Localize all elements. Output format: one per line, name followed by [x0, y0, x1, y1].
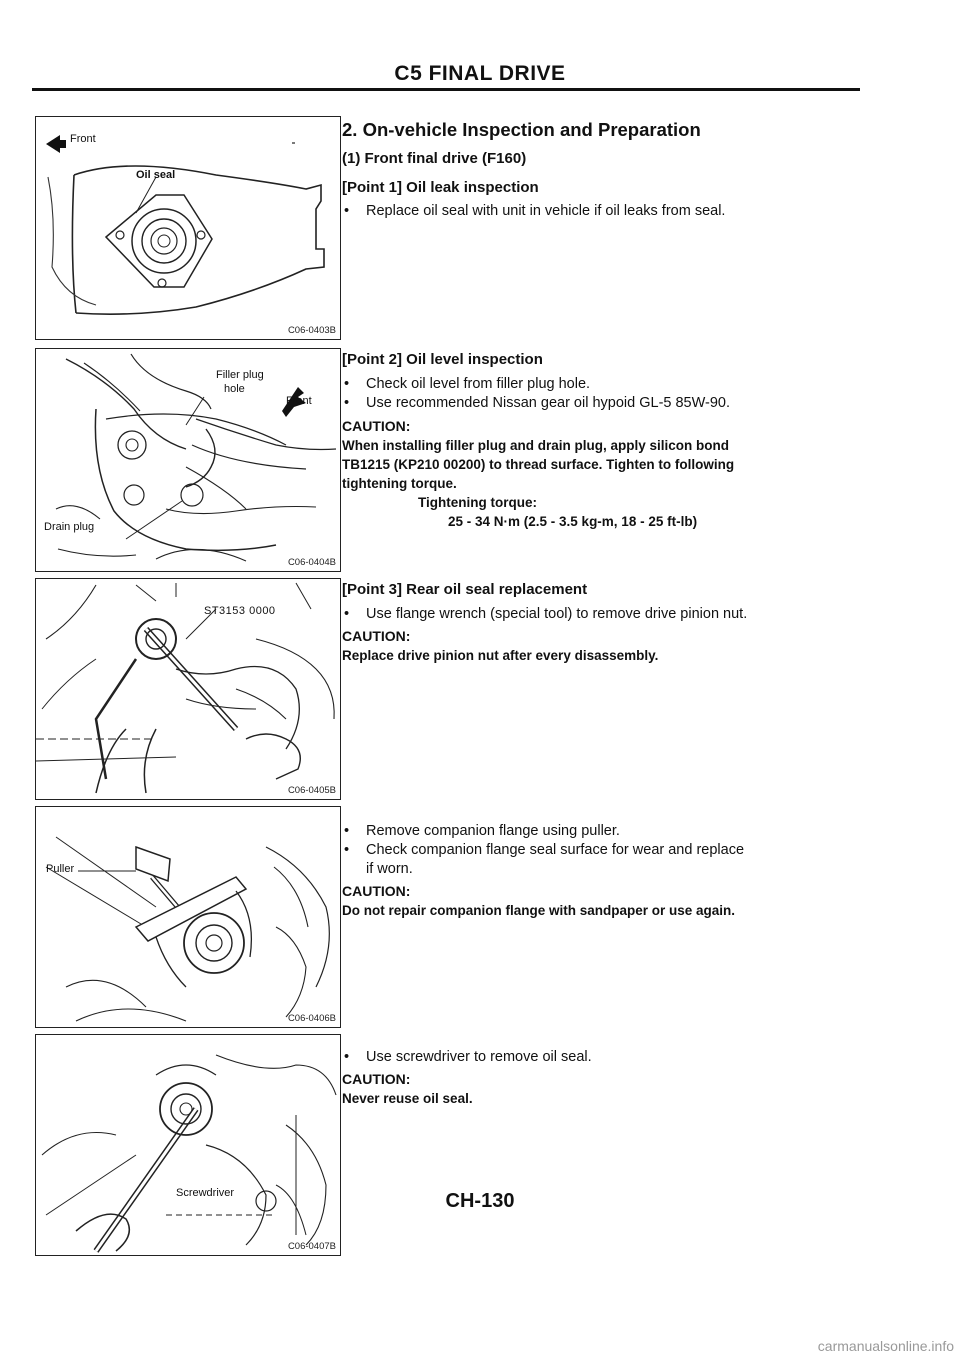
caution-label: CAUTION:	[342, 628, 411, 644]
torque-value: 25 - 34 N·m (2.5 - 3.5 kg-m, 18 - 25 ft-lb)	[448, 514, 698, 529]
screwdriver-illustration	[36, 1035, 342, 1257]
oil-seal-label: Oil seal	[136, 169, 176, 181]
point2-bullet: • Check oil level from filler plug hole.	[342, 375, 862, 394]
caution-text: Never reuse oil seal.	[342, 1091, 473, 1106]
caution-text: Do not repair companion flange with sandpaper or use again.	[342, 903, 736, 918]
figure-puller	[35, 806, 341, 1028]
point1-bullet: • Replace oil seal with unit in vehicle if oil leaks from seal.	[342, 202, 862, 221]
caution-label: CAUTION:	[342, 418, 411, 434]
filler-plug-label: Filler plug	[216, 369, 264, 381]
caution-line: TB1215 (KP210 00200) to thread surface. Tighten to following	[342, 457, 735, 472]
caution-label: CAUTION:	[342, 883, 411, 899]
figure-flange-wrench	[35, 578, 341, 800]
tool-number-label: ST3153 0000	[204, 605, 276, 617]
puller-label: Puller	[46, 863, 75, 875]
section-inspection	[342, 120, 862, 221]
figure-code: C06-0407B	[287, 1241, 336, 1252]
figure-code: C06-0403B	[287, 325, 336, 336]
filler-plug-illustration	[36, 349, 342, 573]
section-point3	[342, 580, 862, 665]
point3-heading: [Point 3] Rear oil seal replacement	[342, 581, 588, 598]
caution-label: CAUTION:	[342, 1071, 411, 1087]
caution-line: When installing filler plug and drain plug, apply silicon bond	[342, 438, 730, 453]
footer-watermark: carmanualsonline.info	[817, 1338, 954, 1354]
header-rule	[32, 88, 860, 91]
section-flange	[342, 822, 862, 920]
puller-bar	[136, 877, 246, 941]
seal-bullet: • Use screwdriver to remove oil seal.	[342, 1048, 862, 1067]
point3-bullet: • Use flange wrench (special tool) to remove drive pinion nut.	[342, 605, 862, 624]
point2-bullet: • Use recommended Nissan gear oil hypoid GL-5 85W-90.	[342, 394, 862, 413]
point2-heading: [Point 2] Oil level inspection	[342, 351, 543, 368]
figure-screwdriver	[35, 1034, 341, 1256]
front-label: Front	[70, 133, 96, 145]
caution-text: Replace drive pinion nut after every disassembly.	[342, 648, 659, 663]
page-number: CH-130	[445, 1190, 515, 1212]
drain-plug-label: Drain plug	[44, 521, 95, 533]
flange-bullet: • Remove companion flange using puller.	[342, 822, 862, 841]
filler-hole-label: hole	[224, 383, 245, 395]
puller-illustration	[36, 807, 342, 1029]
front-label: Front	[286, 395, 312, 407]
page-title: C5 FINAL DRIVE	[394, 62, 566, 85]
flange-wrench-illustration	[36, 579, 342, 801]
section-title: 2. On-vehicle Inspection and Preparation	[342, 119, 701, 140]
figure-code: C06-0405B	[287, 785, 336, 796]
figure-code: C06-0404B	[287, 557, 336, 568]
point1-heading: [Point 1] Oil leak inspection	[342, 179, 539, 196]
torque-label: Tightening torque:	[418, 495, 537, 510]
front-arrow-icon	[46, 135, 66, 153]
puller-screw-head	[136, 847, 170, 881]
figure-filler-drain-plug	[35, 348, 341, 572]
caution-line: tightening torque.	[342, 476, 457, 491]
finger-outline	[186, 429, 215, 487]
section-subtitle: (1) Front final drive (F160)	[342, 150, 527, 167]
section-point2	[342, 350, 862, 531]
oil-seal-illustration	[36, 117, 342, 341]
section-seal	[342, 1048, 862, 1108]
figure-oil-seal	[35, 116, 341, 340]
flange-bullet-continuation: if worn.	[366, 861, 413, 877]
figure-code: C06-0406B	[287, 1013, 336, 1024]
screwdriver-label: Screwdriver	[176, 1187, 235, 1199]
flange-bullet: • Check companion flange seal surface for wear and replace	[342, 841, 862, 860]
